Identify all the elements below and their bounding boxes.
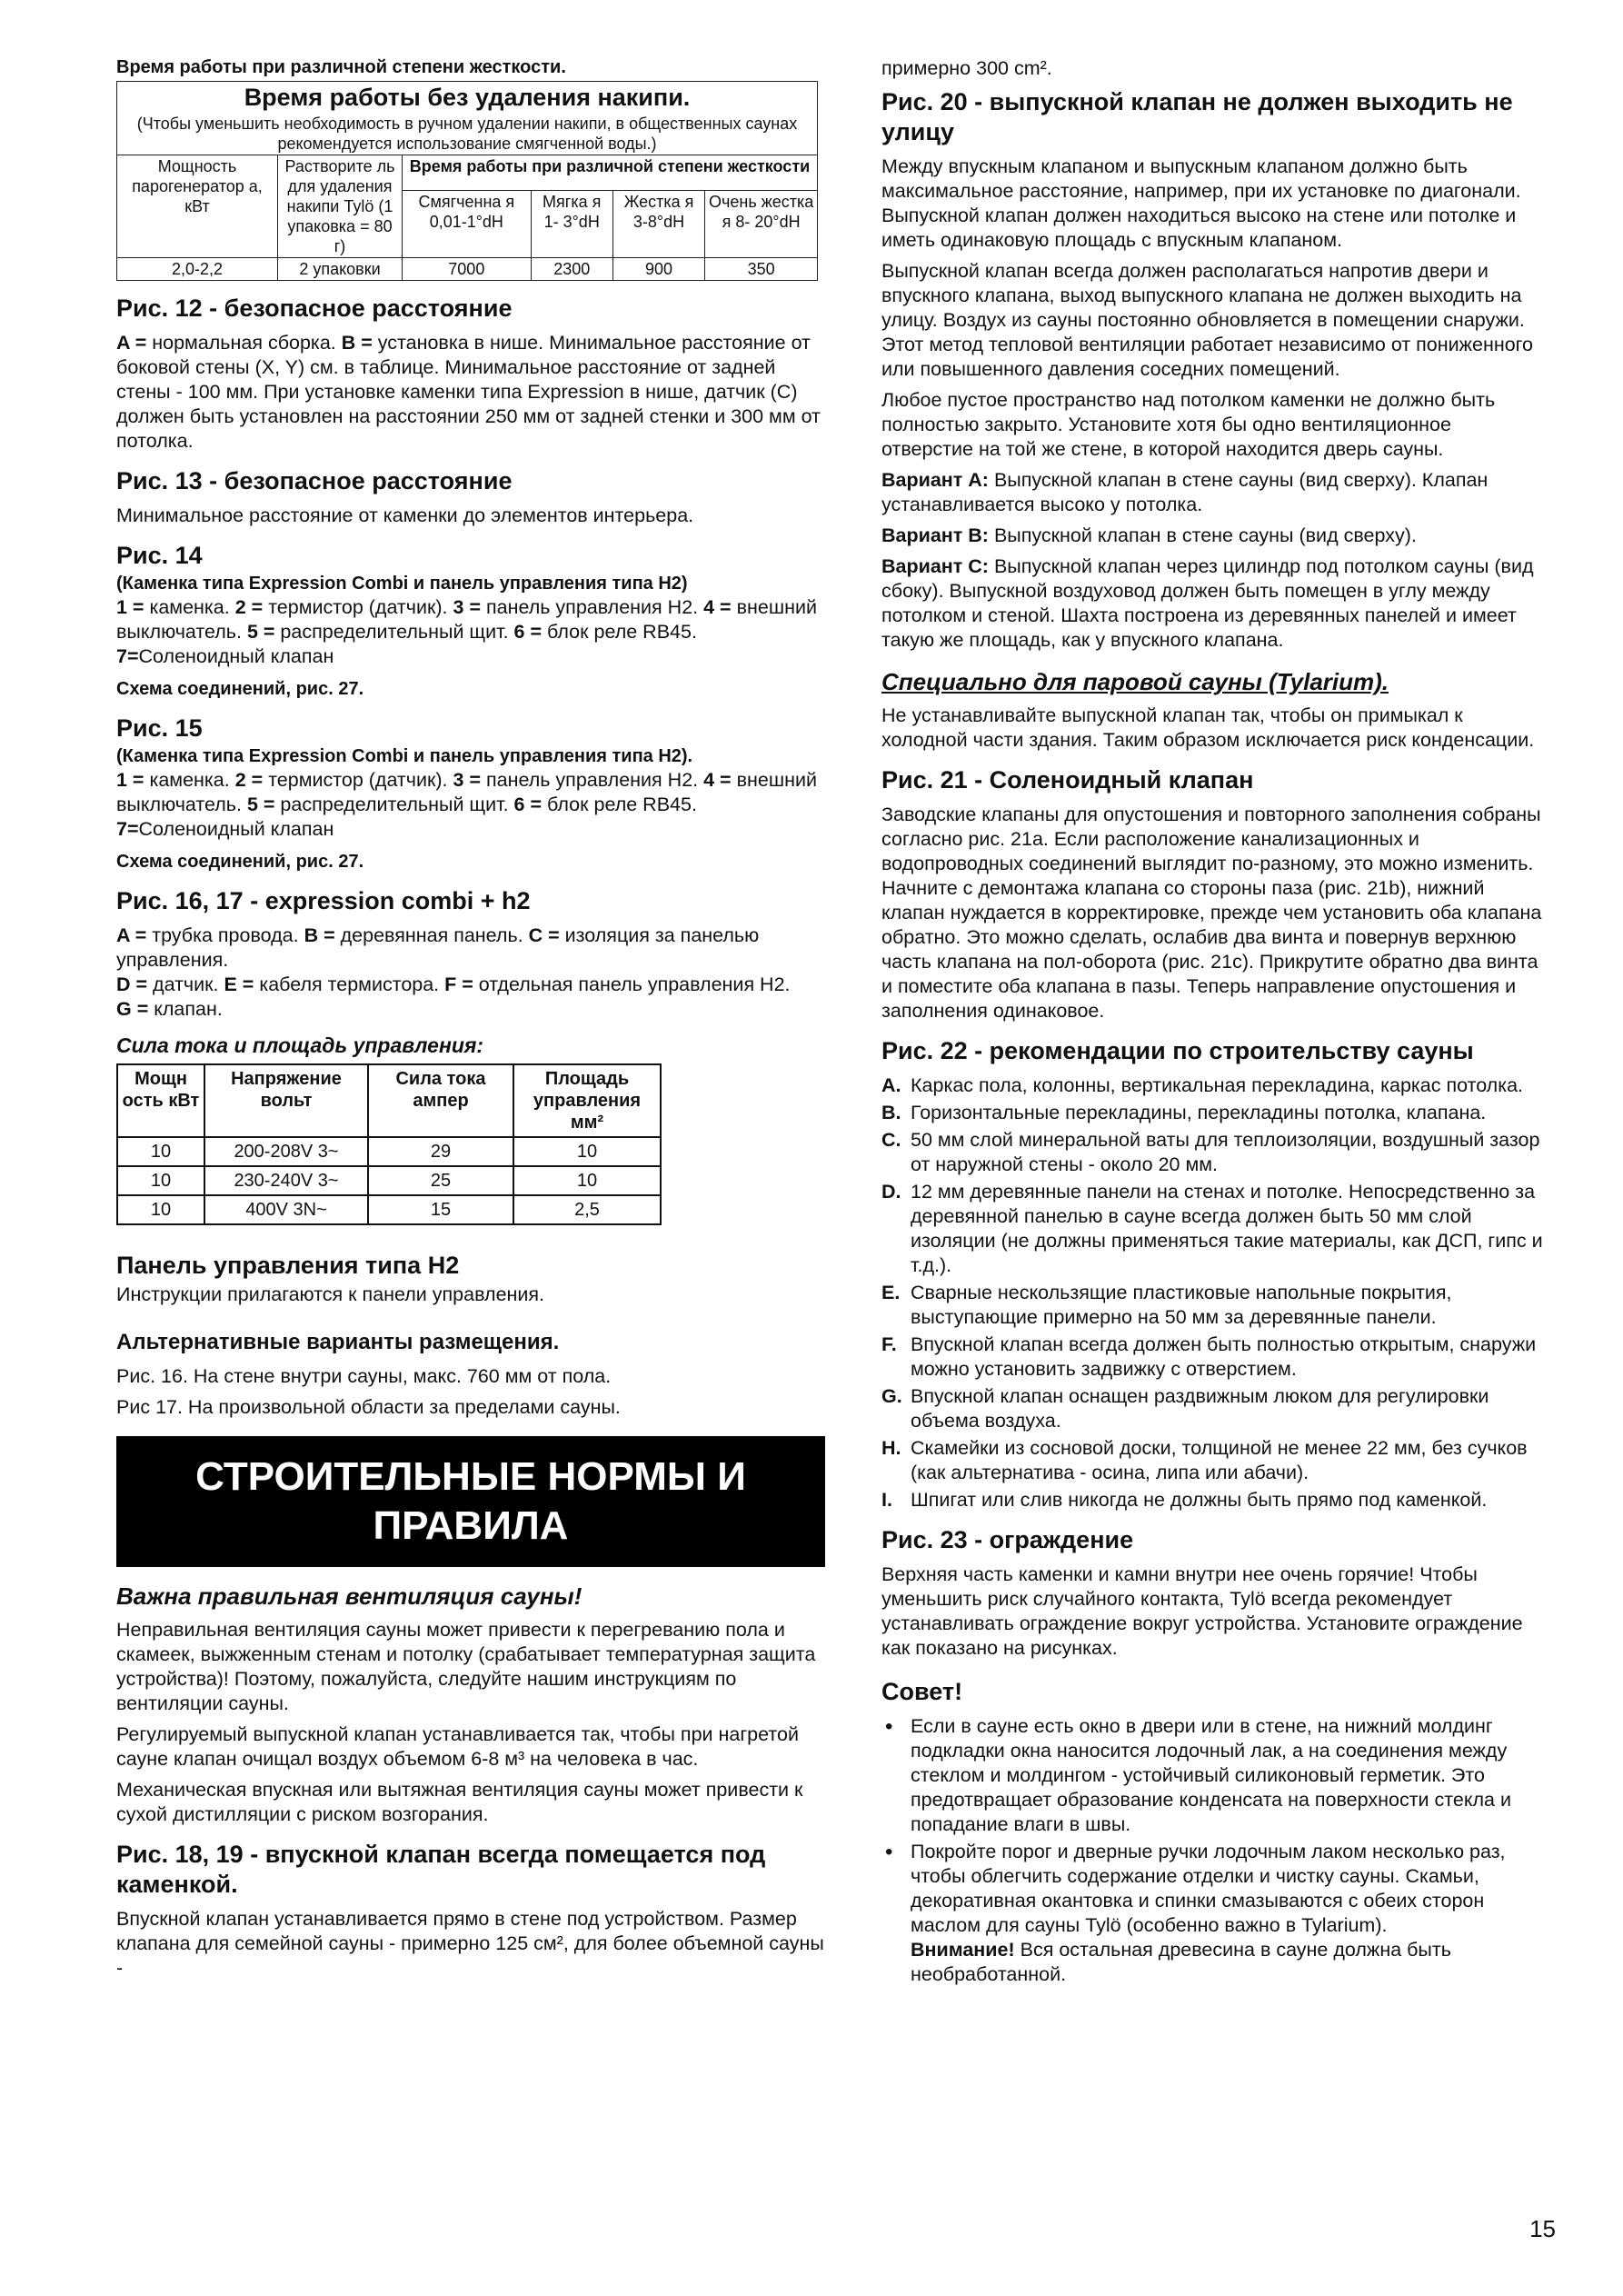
fig15-subtitle: (Каменка типа Expression Combi и панель управления типа H2). [116, 746, 693, 766]
section-banner: СТРОИТЕЛЬНЫЕ НОРМЫ И ПРАВИЛА [116, 1436, 825, 1567]
cell: 10 [117, 1137, 204, 1166]
header-power: Мощн ость кВт [117, 1064, 204, 1137]
fig22-list [881, 1073, 1545, 1512]
cell-mild: 2300 [531, 258, 612, 281]
steam-text: Не устанавливайте выпускной клапан так, чтобы он примыкал к холодной части здания. Таким образом исключается риск конденсации. [881, 704, 1535, 751]
fig1617-title: Рис. 16, 17 - expression combi + h2 [116, 887, 531, 914]
left-column [116, 56, 825, 1987]
list-item: C. 50 мм слой минеральной ваты для теплоизоляции, воздушный зазор от наружной стены - около 20 мм. [881, 1129, 1540, 1175]
fig23-text: Верхняя часть каменки и камни внутри нее очень горячие! Чтобы уменьшить риск случайного контакта, Tylö всегда рекомендует устанавливать ограждение вокруг устройства. Установите ограждение как показано на рисунках. [881, 1563, 1523, 1659]
header-mild: Мягка я 1- 3°dH [531, 191, 612, 258]
table-row [117, 1195, 661, 1224]
header-solvent: Растворите ль для удаления накипи Tylö (1 упаковка = 80 г) [278, 155, 403, 258]
list-item: E. Сварные нескользящие пластиковые напольные покрытия, выступающие примерно на 50 мм за деревянные панели. [881, 1282, 1452, 1328]
fig15-text: 1 = каменка. 2 = термистор (датчик). 3 = панель управления H2. 4 = внешний выключатель. 5 = распределительный щит. 6 = блок реле RB45. 7=Соленоидный клапан [116, 769, 817, 840]
header-very-hard: Очень жестка я 8- 20°dH [705, 191, 818, 258]
cell: 25 [368, 1166, 513, 1195]
page-number: 15 [1529, 2215, 1556, 2242]
table-title: Время работы при различной степени жесткости. [116, 57, 566, 77]
table-row [117, 1137, 661, 1166]
fig20-title: Рис. 20 - выпускной клапан не должен выходить не улицу [881, 88, 1513, 145]
cell: 29 [368, 1137, 513, 1166]
fig1617-text-3: G = клапан. [116, 998, 223, 1020]
fig21-title: Рис. 21 - Соленоидный клапан [881, 766, 1254, 794]
vent-paragraph-3: Механическая впускная или вытяжная вентиляция сауны может привести к сухой дистилляции с риском возгорания. [116, 1779, 803, 1825]
list-item: H. Скамейки из сосновой доски, толщиной не менее 22 мм, без сучков (как альтернатива - осина, липа или абачи). [881, 1437, 1528, 1483]
h2-title: Панель управления типа H2 [116, 1252, 460, 1279]
fig15-title: Рис. 15 [116, 714, 203, 742]
fig20-paragraph-2: Выпускной клапан всегда должен располагаться напротив двери и впускного клапана, выход выпускного клапана не должен выходить на улицу. Воздух из сауны постоянно обновляется в помещении снаружи. Этот метод тепловой вентиляции работает независимо от пониженного или повышенного давления соседних помещений. [881, 260, 1534, 380]
fig21-text: Заводские клапаны для опустошения и повторного заполнения собраны согласно рис. 21a. Если расположение канализационных и водопроводных соединений выглядит по-разному, это можно изменить. Начните с демонтажа клапана со стороны паза (рис. 21b), нижний клапан нуждается в корректировке, прежде чем установить оба клапана обратно. Это можно сделать, ослабив два винта и повернув верхнюю часть клапана на пол-оборота (рис. 21c). Прикрутите обратно два винта и поместите оба клапана в пазы. Теперь направление опустошения и заполнения одинаковое. [881, 804, 1542, 1022]
header-soft: Смягченна я 0,01-1°dH [403, 191, 532, 258]
fig14-scheme: Схема соединений, рис. 27. [116, 679, 364, 699]
header-voltage: Напряжение вольт [204, 1064, 368, 1137]
table-row [117, 1166, 661, 1195]
cell-very-hard: 350 [705, 258, 818, 281]
list-item: A. Каркас пола, колонны, вертикальная перекладина, каркас потолка. [881, 1074, 1524, 1096]
tip-list [881, 1714, 1545, 1987]
fig14-title: Рис. 14 [116, 542, 203, 569]
cell-soft: 7000 [403, 258, 532, 281]
cell: 10 [513, 1166, 661, 1195]
list-item: • Покройте порог и дверные ручки лодочным лаком несколько раз, чтобы облегчить содержание отделки и чистку сауны. Скамьи, декоративная окантовка и спинки смазываются с обеих сторон маслом для сауны Tylö (особенно важно в Tylarium). Внимание! Вся остальная древесина в сауне должна быть необработанной. [881, 1840, 1545, 1987]
current-table [116, 1063, 662, 1225]
cell-hard: 900 [612, 258, 704, 281]
fig14-subtitle: (Каменка типа Expression Combi и панель управления типа H2) [116, 574, 688, 594]
cell: 2,5 [513, 1195, 661, 1224]
table-caption-note: (Чтобы уменьшить необходимость в ручном удалении накипи, в общественных саунах рекомендуется использование смягченной воды.) [117, 113, 818, 155]
variant-b: Вариант B: Выпускной клапан в стене сауны (вид сверху). [881, 524, 1417, 546]
list-item: B. Горизонтальные перекладины, перекладины потолка, клапана. [881, 1102, 1487, 1123]
table-caption: Время работы без удаления накипи. [117, 82, 818, 114]
list-item: G. Впускной клапан оснащен раздвижным люком для регулировки объема воздуха. [881, 1385, 1489, 1432]
table-row [117, 258, 818, 281]
fig20-paragraph-1: Между впускным клапаном и выпускным клапаном должно быть максимальное расстояние, например, при их установке по диагонали. Выпускной клапан должен находиться высоко на стене или потолке и иметь одинаковую площадь с впускным клапаном. [881, 155, 1521, 251]
variant-a: Вариант A: Выпускной клапан в стене сауны (вид сверху). Клапан устанавливается высоко у потолка. [881, 469, 1489, 515]
cell: 10 [513, 1137, 661, 1166]
cell: 15 [368, 1195, 513, 1224]
fig1617-text-1: A = трубка провода. B = деревянная панель. C = изоляция за панелью управления. [116, 924, 760, 971]
header-power: Мощность парогенератор а, кВт [117, 155, 278, 258]
list-item: I. Шпигат или слив никогда не должны быть прямо под каменкой. [881, 1489, 1488, 1511]
fig15-scheme: Схема соединений, рис. 27. [116, 852, 364, 872]
list-item: • Если в сауне есть окно в двери или в стене, на нижний молдинг подкладки окна наносится лодочный лак, а на соединения между стеклом и молдингом - устойчивый силиконовый герметик. Это предотвращает образование конденсата на поверхности стекла и попадание влаги в швы. [881, 1714, 1545, 1837]
fig13-title: Рис. 13 - безопасное расстояние [116, 467, 513, 494]
header-hard: Жестка я 3-8°dH [612, 191, 704, 258]
h2-text: Инструкции прилагаются к панели управления. [116, 1283, 545, 1305]
fig12-title: Рис. 12 - безопасное расстояние [116, 294, 513, 322]
descaling-table [116, 81, 818, 281]
list-item: D. 12 мм деревянные панели на стенах и потолке. Непосредственно за деревянной панелью в сауне всегда должен быть 50 мм слой изоляции (не должны применяться такие материалы, как ДСП, гипс и т.д.). [881, 1181, 1543, 1276]
fig13-text: Минимальное расстояние от каменки до элементов интерьера. [116, 504, 694, 526]
header-area: Площадь управления мм² [513, 1064, 661, 1137]
variant-c: Вариант C: Выпускной клапан через цилиндр под потолком сауны (вид сбоку). Выпускной воздуховод должен быть помещен в углу между потолком и стеной. Шахта построена из деревянных панелей и имеет такую же площадь, как у впускного клапана. [881, 555, 1534, 651]
cell-power: 2,0-2,2 [117, 258, 278, 281]
alt-item-1: Рис. 16. На стене внутри сауны, макс. 760 мм от пола. [116, 1365, 612, 1387]
right-column [881, 56, 1545, 1990]
alt-item-2: Рис 17. На произвольной области за пределами сауны. [116, 1396, 621, 1418]
tip-title: Совет! [881, 1678, 963, 1705]
fig22-title: Рис. 22 - рекомендации по строительству сауны [881, 1037, 1474, 1064]
steam-title: Специально для паровой сауны (Tylarium). [881, 668, 1389, 695]
fig23-title: Рис. 23 - ограждение [881, 1526, 1134, 1553]
header-current: Сила тока ампер [368, 1064, 513, 1137]
list-item: F. Впускной клапан всегда должен быть полностью открытым, снаружи можно установить задвижку с отверстием. [881, 1333, 1537, 1380]
alt-title: Альтернативные варианты размещения. [116, 1330, 560, 1354]
vent-title: Важна правильная вентиляция сауны! [116, 1582, 582, 1610]
vent-paragraph-2: Регулируемый выпускной клапан устанавливается так, чтобы при нагретой сауне клапан очищал воздух объемом 6-8 м³ на человека в час. [116, 1723, 799, 1770]
fig12-text: A = нормальная сборка. B = установка в нише. Минимальное расстояние от боковой стены (X, Y) см. в таблице. Минимальное расстояние от задней стены - 100 мм. При установке каменки типа Expression в нише, датчик (C) должен быть установлен на расстоянии 250 мм от задней стенки и 300 мм от потолка. [116, 332, 821, 452]
cell: 230-240V 3~ [204, 1166, 368, 1195]
header-time: Время работы при различной степени жесткости [403, 155, 818, 191]
current-title: Сила тока и площадь управления: [116, 1033, 484, 1057]
cell: 200-208V 3~ [204, 1137, 368, 1166]
vent-paragraph-1: Неправильная вентиляция сауны может привести к перегреванию пола и скамеек, выжженным стенам и потолку (срабатывает температурная защита устройства)! Поэтому, пожалуйста, следуйте нашим инструкциям по вентиляции сауны. [116, 1619, 816, 1714]
cell: 10 [117, 1166, 204, 1195]
fig1617-text-2: D = датчик. E = кабеля термистора. F = отдельная панель управления H2. [116, 973, 791, 995]
cell: 400V 3N~ [204, 1195, 368, 1224]
fig1819-title: Рис. 18, 19 - впускной клапан всегда помещается под каменкой. [116, 1841, 766, 1898]
fig14-text: 1 = каменка. 2 = термистор (датчик). 3 = панель управления H2. 4 = внешний выключатель. 5 = распределительный щит. 6 = блок реле RB45. 7=Соленоидный клапан [116, 596, 817, 667]
cell-solvent: 2 упаковки [278, 258, 403, 281]
cell: 10 [117, 1195, 204, 1224]
continued-text: примерно 300 cm². [881, 57, 1052, 79]
fig20-paragraph-3: Любое пустое пространство над потолком каменки не должно быть полностью закрыто. Установите хотя бы одно вентиляционное отверстие на той же стене, в которой находится дверь сауны. [881, 389, 1496, 460]
fig1819-text: Впускной клапан устанавливается прямо в стене под устройством. Размер клапана для семейной сауны - примерно 125 см², для более объемной сауны - [116, 1908, 824, 1979]
